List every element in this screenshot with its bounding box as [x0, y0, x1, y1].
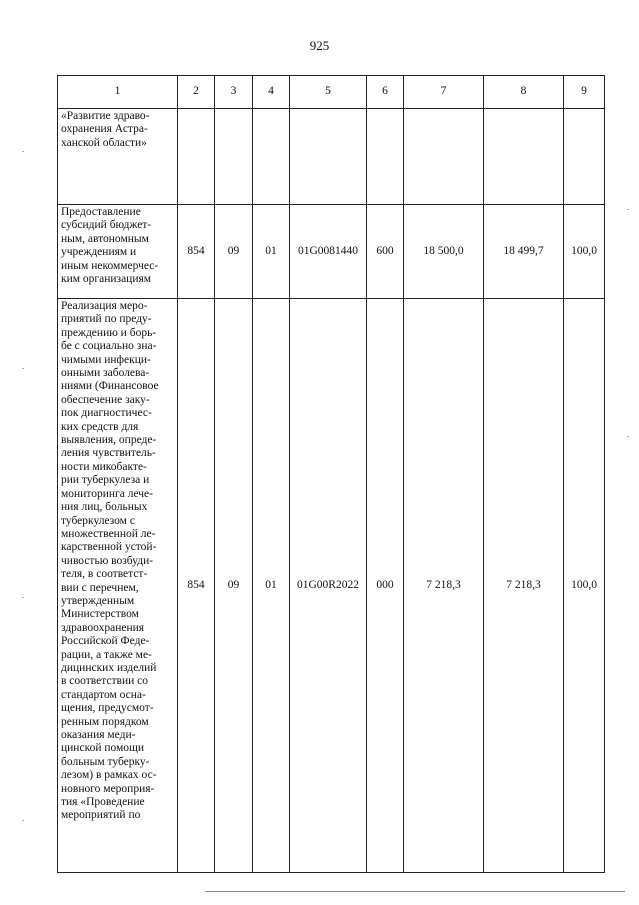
- cell-col5: 01G0081440: [290, 205, 367, 299]
- row-description: «Развитие здраво- охранения Астра- ханской области»: [58, 109, 178, 205]
- cell-col8: 18 499,7: [484, 205, 564, 299]
- row-description: Предоставление субсидий бюджет- ным, автономным учреждениям и иным некоммерчес- ким организациям: [58, 205, 178, 299]
- scan-speck: [22, 151, 24, 152]
- header-cell: 5: [290, 76, 367, 109]
- cell-col3: [215, 109, 253, 205]
- scan-speck: [22, 597, 24, 598]
- header-cell: 1: [58, 76, 178, 109]
- cell-col4: 01: [253, 299, 290, 873]
- table-row: [58, 299, 605, 873]
- cell-col7: [404, 109, 484, 205]
- cell-col9: 100,0: [564, 205, 605, 299]
- table-row: [58, 205, 605, 299]
- row-description: Реализация меро- приятий по преду- преждению и борь- бе с социально зна- чимыми инфекци- онными заболева- ниями (Финансовое обеспечение заку- пок диагностичес- ких средств для выявления, опреде- ления чувствитель- ности микобакте- рии туберкулеза и мониторинга лече- ния лиц, больных туберкулезом с множественной ле- карственной устой- чивостью возбуди- теля, в соответст- вии с перечнем, утвержденным Министерством здравоохранения Российской Феде- рации, а также ме- дицинских изделий в соответствии со стандартом осна- щения, предусмот- ренным порядком оказания меди- цинской помощи больным туберку- лезом) в рамках ос- новного мероприя- тия «Проведение мероприятий по: [58, 299, 178, 873]
- cell-col7: 7 218,3: [404, 299, 484, 873]
- header-cell: 9: [564, 76, 605, 109]
- cell-col4: [253, 109, 290, 205]
- cell-col3: 09: [215, 299, 253, 873]
- cell-col9: [564, 109, 605, 205]
- cell-col6: 000: [367, 299, 404, 873]
- scan-speck: [627, 436, 629, 437]
- cell-col6: 600: [367, 205, 404, 299]
- cell-col2: 854: [178, 205, 215, 299]
- cell-col8: 7 218,3: [484, 299, 564, 873]
- scan-speck: [22, 820, 24, 821]
- cell-col9: 100,0: [564, 299, 605, 873]
- scan-speck: [22, 368, 24, 369]
- header-cell: 2: [178, 76, 215, 109]
- cell-col3: 09: [215, 205, 253, 299]
- cell-col4: 01: [253, 205, 290, 299]
- header-cell: 4: [253, 76, 290, 109]
- header-cell: 7: [404, 76, 484, 109]
- cell-col2: 854: [178, 299, 215, 873]
- table-row: [58, 109, 605, 205]
- page-number: 925: [309, 38, 330, 53]
- cell-col5: 01G00R2022: [290, 299, 367, 873]
- scan-edge-line: [205, 891, 625, 892]
- cell-col8: [484, 109, 564, 205]
- cell-col2: [178, 109, 215, 205]
- budget-table: [57, 75, 605, 873]
- header-cell: 8: [484, 76, 564, 109]
- cell-col7: 18 500,0: [404, 205, 484, 299]
- header-cell: 6: [367, 76, 404, 109]
- scan-speck: [627, 209, 629, 210]
- cell-col6: [367, 109, 404, 205]
- header-cell: 3: [215, 76, 253, 109]
- table-header-row: [58, 76, 605, 109]
- cell-col5: [290, 109, 367, 205]
